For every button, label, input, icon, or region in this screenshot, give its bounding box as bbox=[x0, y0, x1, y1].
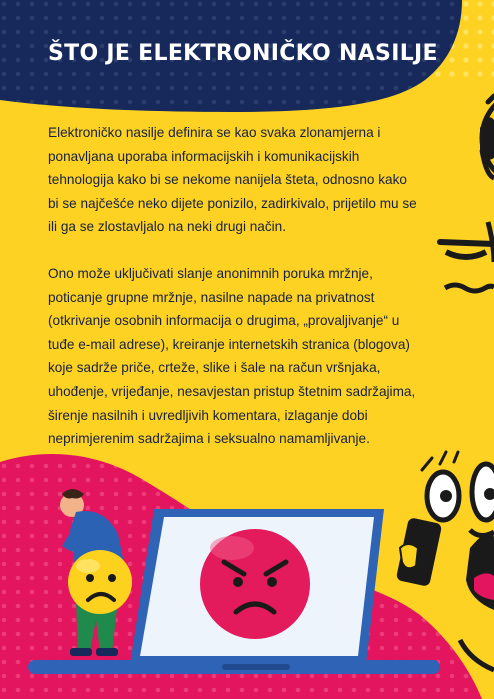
paragraph-examples bbox=[48, 262, 448, 451]
text-line: uhođenje, vrijeđanje, nesavjestan pristup štetnim sadržajima, bbox=[48, 383, 416, 399]
text-line: neprimjerenim sadržajima i seksualno namamljivanje. bbox=[48, 431, 370, 447]
text-line: poticanje grupne mržnje, nasilne napade na privatnost bbox=[48, 289, 375, 305]
smartphone-icon bbox=[396, 517, 443, 587]
text-line: Ono može uključivati slanje anonimnih poruka mržnje, bbox=[48, 266, 373, 281]
text-line: Elektroničko nasilje definira se kao svaka zlonamjerna i bbox=[48, 125, 381, 140]
sad-emoji-icon bbox=[68, 550, 132, 614]
angry-emoji-icon bbox=[200, 529, 310, 639]
page-title: ŠTO JE ELEKTRONIČKO NASILJE bbox=[48, 41, 438, 66]
text-line: ponavljana uporaba informacijskih i komunikacijskih bbox=[48, 148, 360, 164]
text-line: koje sadrže priče, crteže, slike i šale na račun vršnjaka, bbox=[48, 360, 381, 376]
skeptical-emoji-icon bbox=[440, 222, 494, 291]
crying-emoji-icon bbox=[480, 90, 494, 186]
text-line: bi se najčešće neko dijete ponizilo, zadirkivalo, prijetilo mu se bbox=[48, 195, 417, 211]
text-line: širenje nasilnih i uvredljivih komentara, izlaganje dobi bbox=[48, 407, 368, 423]
text-line: tuđe e-mail adrese), kreiranje internetskih stranica (blogova) bbox=[48, 336, 410, 352]
text-line: (otkrivanje osobnih informacija o drugima, „provaljivanje“ u bbox=[48, 313, 400, 329]
text-line: tehnologija kako bi se nekome nanijela šteta, odnosno kako bbox=[48, 172, 407, 188]
text-line: ili ga se zlostavljalo na neki drugi način. bbox=[48, 219, 287, 235]
paragraph-definition bbox=[48, 121, 448, 239]
